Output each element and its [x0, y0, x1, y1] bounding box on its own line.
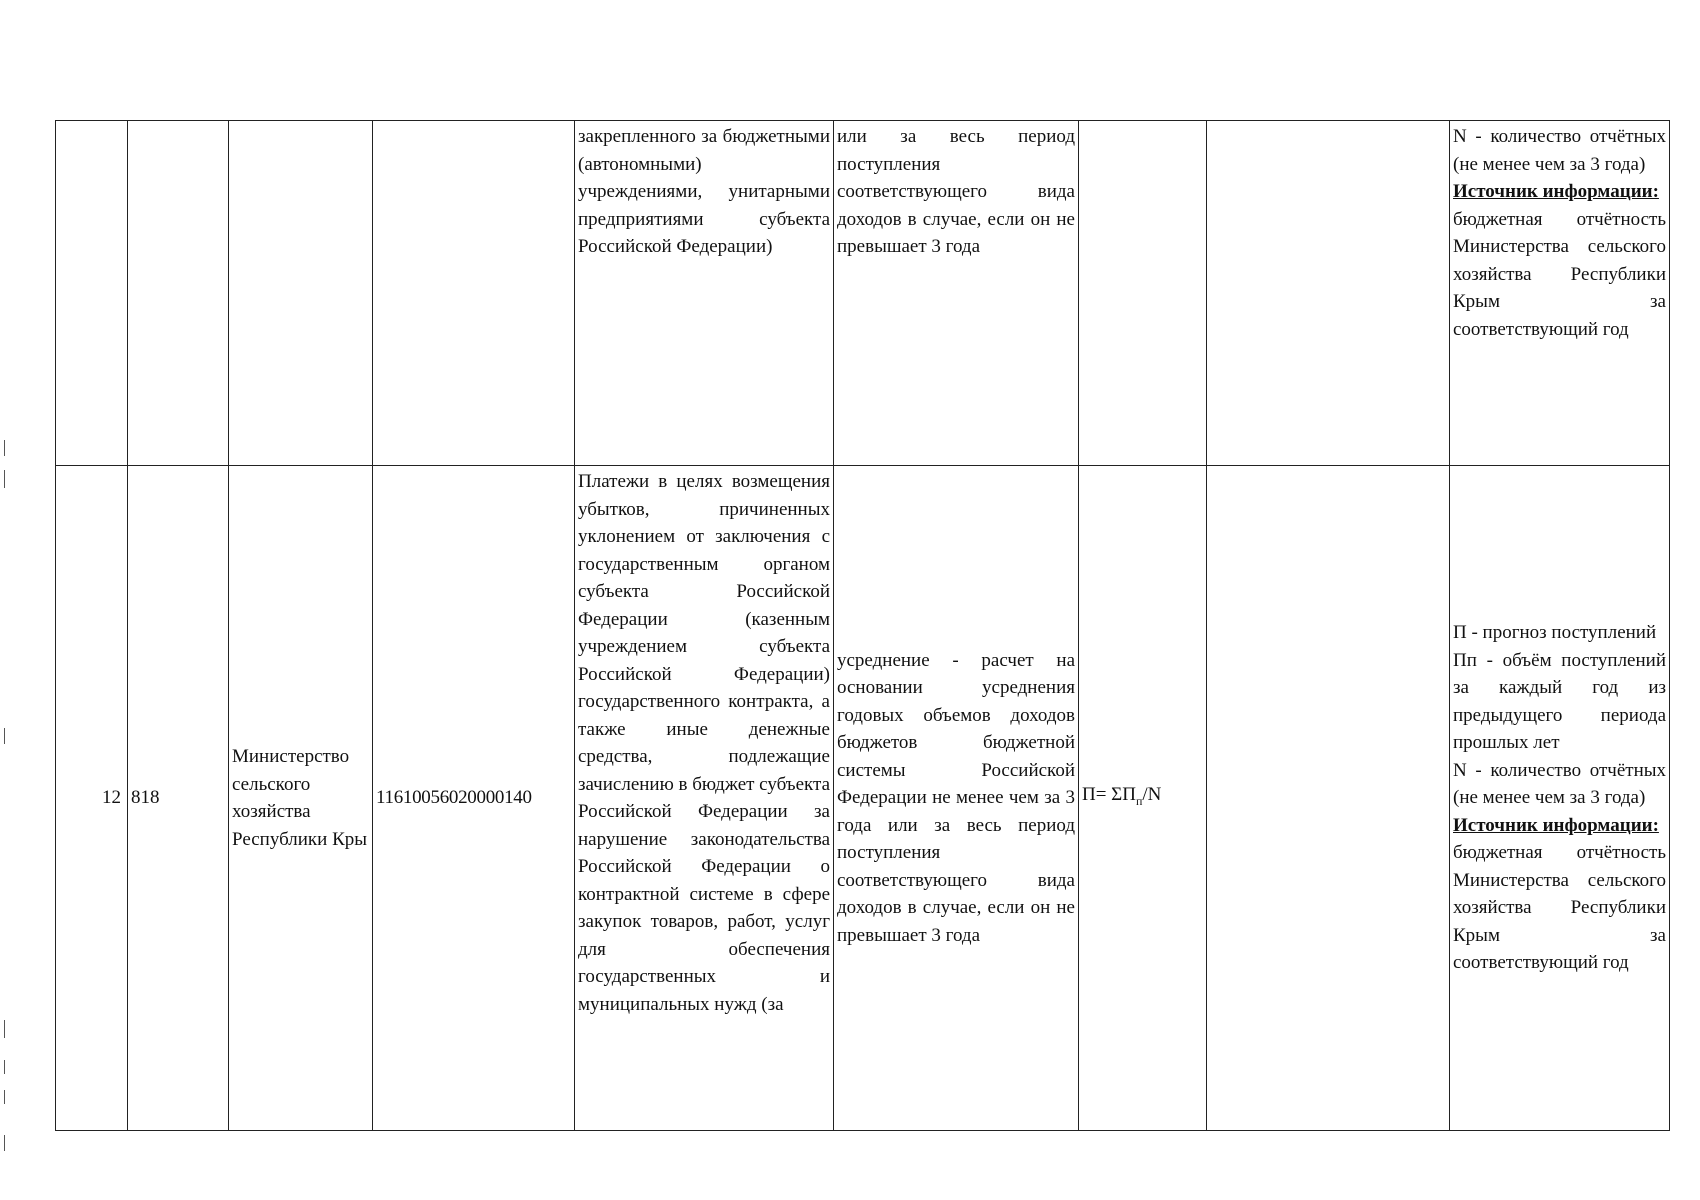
formula-subscript: п	[1135, 793, 1143, 808]
scan-mark	[4, 728, 5, 744]
formula-main: П= ΣП	[1082, 783, 1136, 805]
indicator-n: N - количество отчётных (не менее чем за 3 года)	[1453, 759, 1666, 809]
income-name: Платежи в целях возмещения убытков, причиненных уклонением от заключения с государственным органом субъекта Российской Федерации (казенным учреждением субъекта Российской Федерации) государственного контракта, а также иные денежные средства, подлежащие зачислению в бюджет субъекта Российской Федерации за нарушение законодательства Российской Федерации о контрактной системе в сфере закупок товаров, работ, услуг для обеспечения государственных и муниципальных нужд (за	[575, 466, 834, 1131]
scan-mark	[4, 440, 5, 456]
scan-mark	[4, 1135, 5, 1151]
scan-mark	[4, 470, 5, 488]
calculation-algorithm	[1207, 466, 1450, 1131]
forecast-methods-table	[55, 120, 1670, 1131]
administrator-name: Министерство сельского хозяйства Республики Кры	[229, 466, 373, 1131]
formula	[1079, 466, 1207, 1131]
admin-code: 818	[128, 466, 229, 1131]
table-row	[56, 121, 1670, 466]
source-label: Источник информации:	[1453, 814, 1659, 836]
calculation-algorithm	[1207, 121, 1450, 466]
calculation-method: или за весь период поступления соответствующего вида доходов в случае, если он не превышает 3 года	[834, 121, 1079, 466]
kbk-code	[373, 121, 575, 466]
scan-mark	[4, 1060, 5, 1074]
table-row	[56, 466, 1670, 1131]
scan-mark	[4, 1090, 5, 1104]
row-number: 12	[56, 466, 128, 1131]
indicator-n: N - количество отчётных (не менее чем за 3 года)	[1453, 126, 1666, 175]
scan-mark	[4, 1020, 5, 1038]
indicators-description	[1450, 466, 1670, 1131]
calculation-method: усреднение - расчет на основании усреднения годовых объемов доходов бюджетов бюджетной системы Российской Федерации не менее чем за 3 года или за весь период поступления соответствующего вида доходов в случае, если он не превышает 3 года	[834, 466, 1079, 1131]
formula-tail: /N	[1142, 783, 1162, 805]
income-name: закрепленного за бюджетными (автономными) учреждениями, унитарными предприятиями субъекта Российской Федерации)	[575, 121, 834, 466]
source-text: бюджетная отчётность Министерства сельского хозяйства Республики Крым за соответствующий год	[1453, 842, 1666, 974]
admin-code	[128, 121, 229, 466]
source-text: бюджетная отчётность Министерства сельского хозяйства Республики Крым за соответствующий год	[1453, 208, 1666, 340]
formula	[1079, 121, 1207, 466]
source-label: Источник информации:	[1453, 181, 1659, 202]
indicator-pp: Пп - объём поступлений за каждый год из предыдущего периода прошлых лет	[1453, 649, 1666, 754]
kbk-code: 11610056020000140	[373, 466, 575, 1131]
administrator-name	[229, 121, 373, 466]
row-number	[56, 121, 128, 466]
indicators-description	[1450, 121, 1670, 466]
indicator-p: П - прогноз поступлений	[1453, 622, 1657, 644]
